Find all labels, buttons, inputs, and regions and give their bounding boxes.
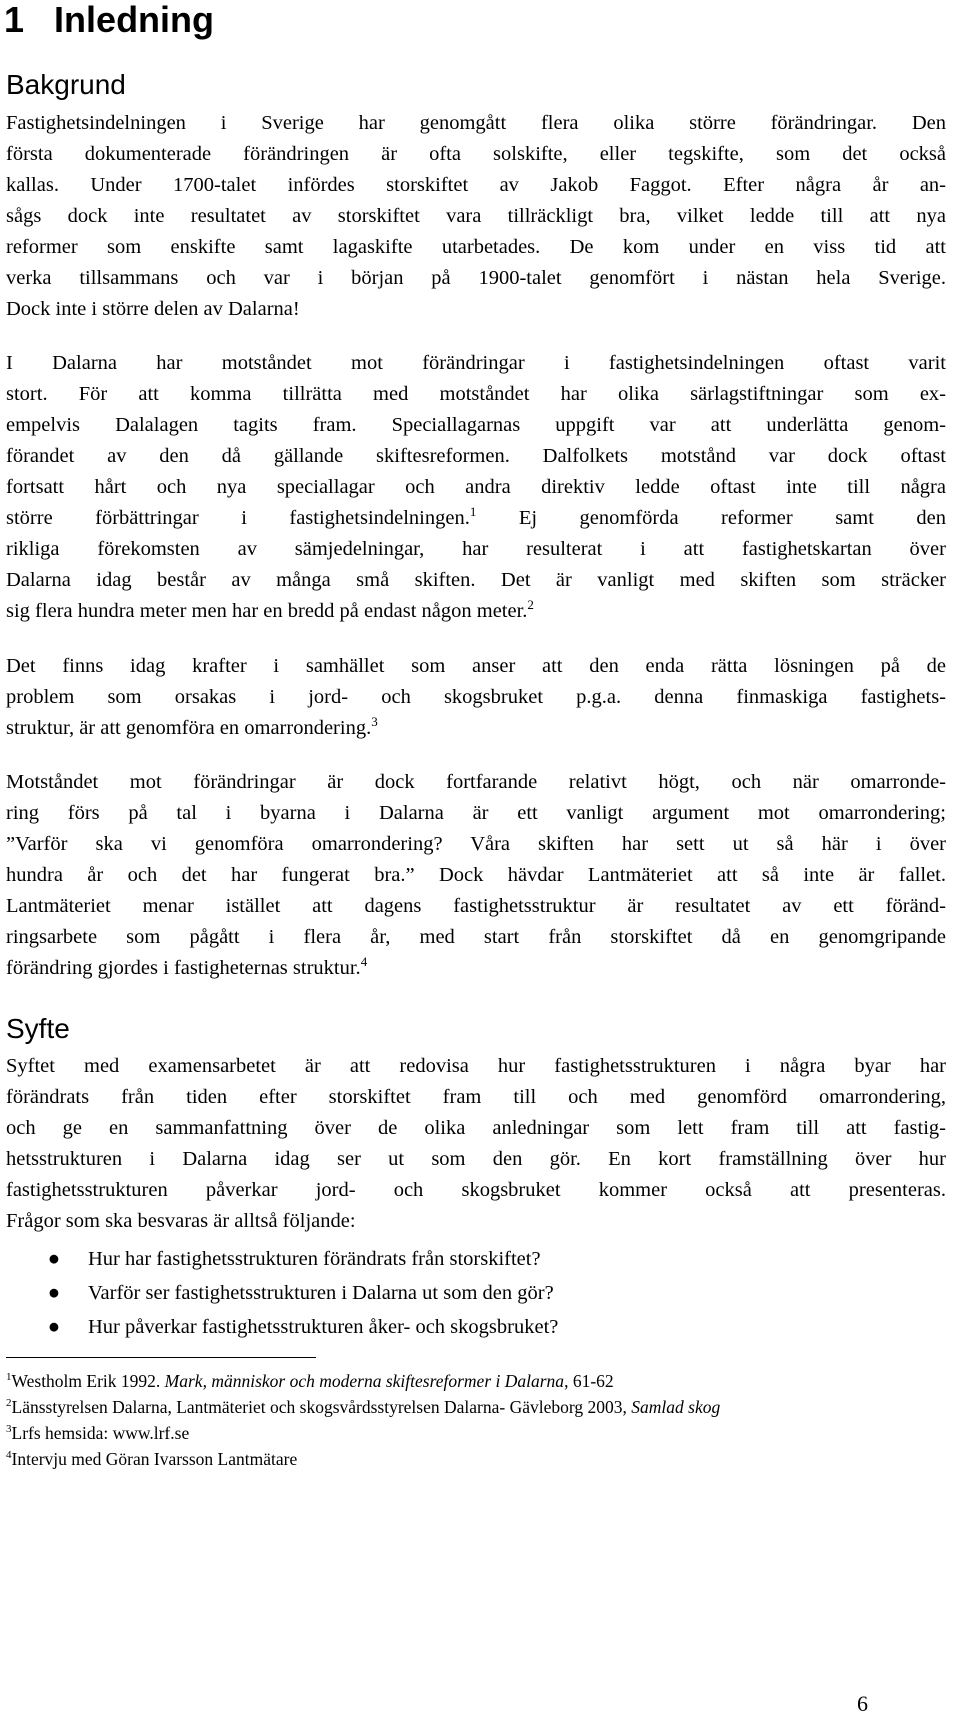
text-line: Syftet med examensarbetet är att redovisa hur fastighetsstrukturen i några byar har xyxy=(6,1055,946,1077)
section-heading-bakgrund: Bakgrund xyxy=(6,69,126,100)
text-line: förandet av den då gällande skiftesreformen. Dalfolkets motstånd var dock oftast xyxy=(6,445,946,467)
footnotes xyxy=(6,1370,946,1474)
bullet-icon: ● xyxy=(47,1316,61,1338)
chapter-number: 1 xyxy=(4,0,25,40)
text-line: större förbättringar i fastighetsindelningen.$^1$ Ej genomförda reformer samt den xyxy=(6,504,946,529)
text-line: Lantmäteriet menar istället att dagens fastighetsstruktur är resultatet av ett föränd- xyxy=(6,895,946,917)
bullet-icon: ● xyxy=(47,1282,61,1304)
text-line: och ge en sammanfattning över de olika anledningar som lett fram till att fastig- xyxy=(6,1117,946,1139)
text-line: hundra år och det har fungerat bra.” Dock hävdar Lantmäteriet att så inte är fallet. xyxy=(6,864,946,886)
footnote-ref: 2 xyxy=(527,597,534,613)
text-line: empelvis Dalalagen tagits fram. Speciallagarnas uppgift var att underlätta genom- xyxy=(6,414,946,436)
text-line: sig flera hundra meter men har en bredd på endast någon meter.$^2$ xyxy=(6,597,534,622)
footnote-ref: 3 xyxy=(371,714,378,730)
text-line: förändrats från tiden efter storskiftet fram till och med genomförd omarrondering, xyxy=(6,1086,946,1108)
text-line: sågs dock inte resultatet av storskiftet vara tillräckligt bra, vilket ledde till att nya xyxy=(6,205,946,227)
text-line: Motståndet mot förändringar är dock fortfarande relativt högt, och när omarronde- xyxy=(6,771,946,793)
list-item: ● Hur har fastighetsstrukturen förändrats från storskiftet? xyxy=(0,1242,940,1276)
chapter-heading xyxy=(4,0,214,40)
text-line: Dock inte i större delen av Dalarna! xyxy=(6,298,300,320)
text-line: fortsatt hårt och nya speciallagar och andra direktiv ledde oftast inte till några xyxy=(6,476,946,498)
footnote-ref: 1 xyxy=(469,504,477,520)
list-item: ● Varför ser fastighetsstrukturen i Dalarna ut som den gör? xyxy=(0,1276,940,1310)
footnote: $^2$Länsstyrelsen Dalarna, Lantmäteriet och skogsvårdsstyrelsen Dalarna- Gävleborg 2003, Samlad skog xyxy=(6,1397,721,1417)
footnote-separator xyxy=(6,1357,316,1358)
section-heading-syfte: Syfte xyxy=(6,1013,70,1044)
paragraph xyxy=(6,108,946,325)
text-line: problem som orsakas i jord- och skogsbruket p.g.a. denna finmaskiga fastighets- xyxy=(6,686,946,708)
text-line: verka tillsammans och var i början på 1900-talet genomfört i nästan hela Sverige. xyxy=(6,267,946,289)
paragraph xyxy=(6,767,946,984)
text-line: rikliga förekomsten av sämjedelningar, har resulterat i att fastighetskartan över xyxy=(6,538,946,560)
paragraph xyxy=(6,348,946,627)
text-line: Fastighetsindelningen i Sverige har genomgått flera olika större förändringar. Den xyxy=(6,112,946,134)
chapter-title: Inledning xyxy=(54,0,215,40)
text-line: hetsstrukturen i Dalarna idag ser ut som den gör. En kort framställning över hur xyxy=(6,1148,946,1170)
list-item: ● Hur påverkar fastighetsstrukturen åker- och skogsbruket? xyxy=(0,1310,940,1344)
text-line: fastighetsstrukturen påverkar jord- och skogsbruket kommer också att presenteras. xyxy=(6,1179,946,1201)
question-list xyxy=(0,1242,940,1344)
text-line: förändring gjordes i fastigheternas struktur.$^4$ xyxy=(6,954,368,979)
text-line: Dalarna idag består av många små skiften. Det är vanligt med skiften som sträcker xyxy=(6,569,946,591)
text-line: kallas. Under 1700-talet infördes storskiftet av Jakob Faggot. Efter några år an- xyxy=(6,174,946,196)
text-line: stort. För att komma tillrätta med motståndet har olika särlagstiftningar som ex- xyxy=(6,383,946,405)
text-line: ring förs på tal i byarna i Dalarna är ett vanligt argument mot omarrondering; xyxy=(6,802,946,824)
footnote-ref: 4 xyxy=(360,954,368,970)
text-line: ”Varför ska vi genomföra omarrondering? Våra skiften har sett ut så här i över xyxy=(6,833,946,855)
text-line: reformer som enskifte samt lagaskifte utarbetades. De kom under en viss tid att xyxy=(6,236,946,258)
footnote: $^3$Lrfs hemsida: www.lrf.se xyxy=(6,1423,190,1443)
text-line: Frågor som ska besvaras är alltså följande: xyxy=(6,1210,356,1232)
paragraph xyxy=(6,1051,946,1237)
bullet-icon: ● xyxy=(47,1248,61,1270)
text-line: struktur, är att genomföra en omarrondering.$^3$ xyxy=(6,714,378,739)
text-line: första dokumenterade förändringen är ofta solskifte, eller tegskifte, som det också xyxy=(6,143,946,165)
footnote: $^1$Westholm Erik 1992. Mark, människor och moderna skiftesreformer i Dalarna, 61-62 xyxy=(6,1371,614,1391)
page-number: 6 xyxy=(857,1691,868,1716)
paragraph xyxy=(6,651,946,744)
footnote: $^4$Intervju med Göran Ivarsson Lantmätare xyxy=(6,1449,298,1469)
text-line: ringsarbete som pågått i flera år, med start från storskiftet då en genomgripande xyxy=(6,926,946,948)
text-line: Det finns idag krafter i samhället som anser att den enda rätta lösningen på de xyxy=(6,655,946,677)
text-line: I Dalarna har motståndet mot förändringar i fastighetsindelningen oftast varit xyxy=(6,352,946,374)
